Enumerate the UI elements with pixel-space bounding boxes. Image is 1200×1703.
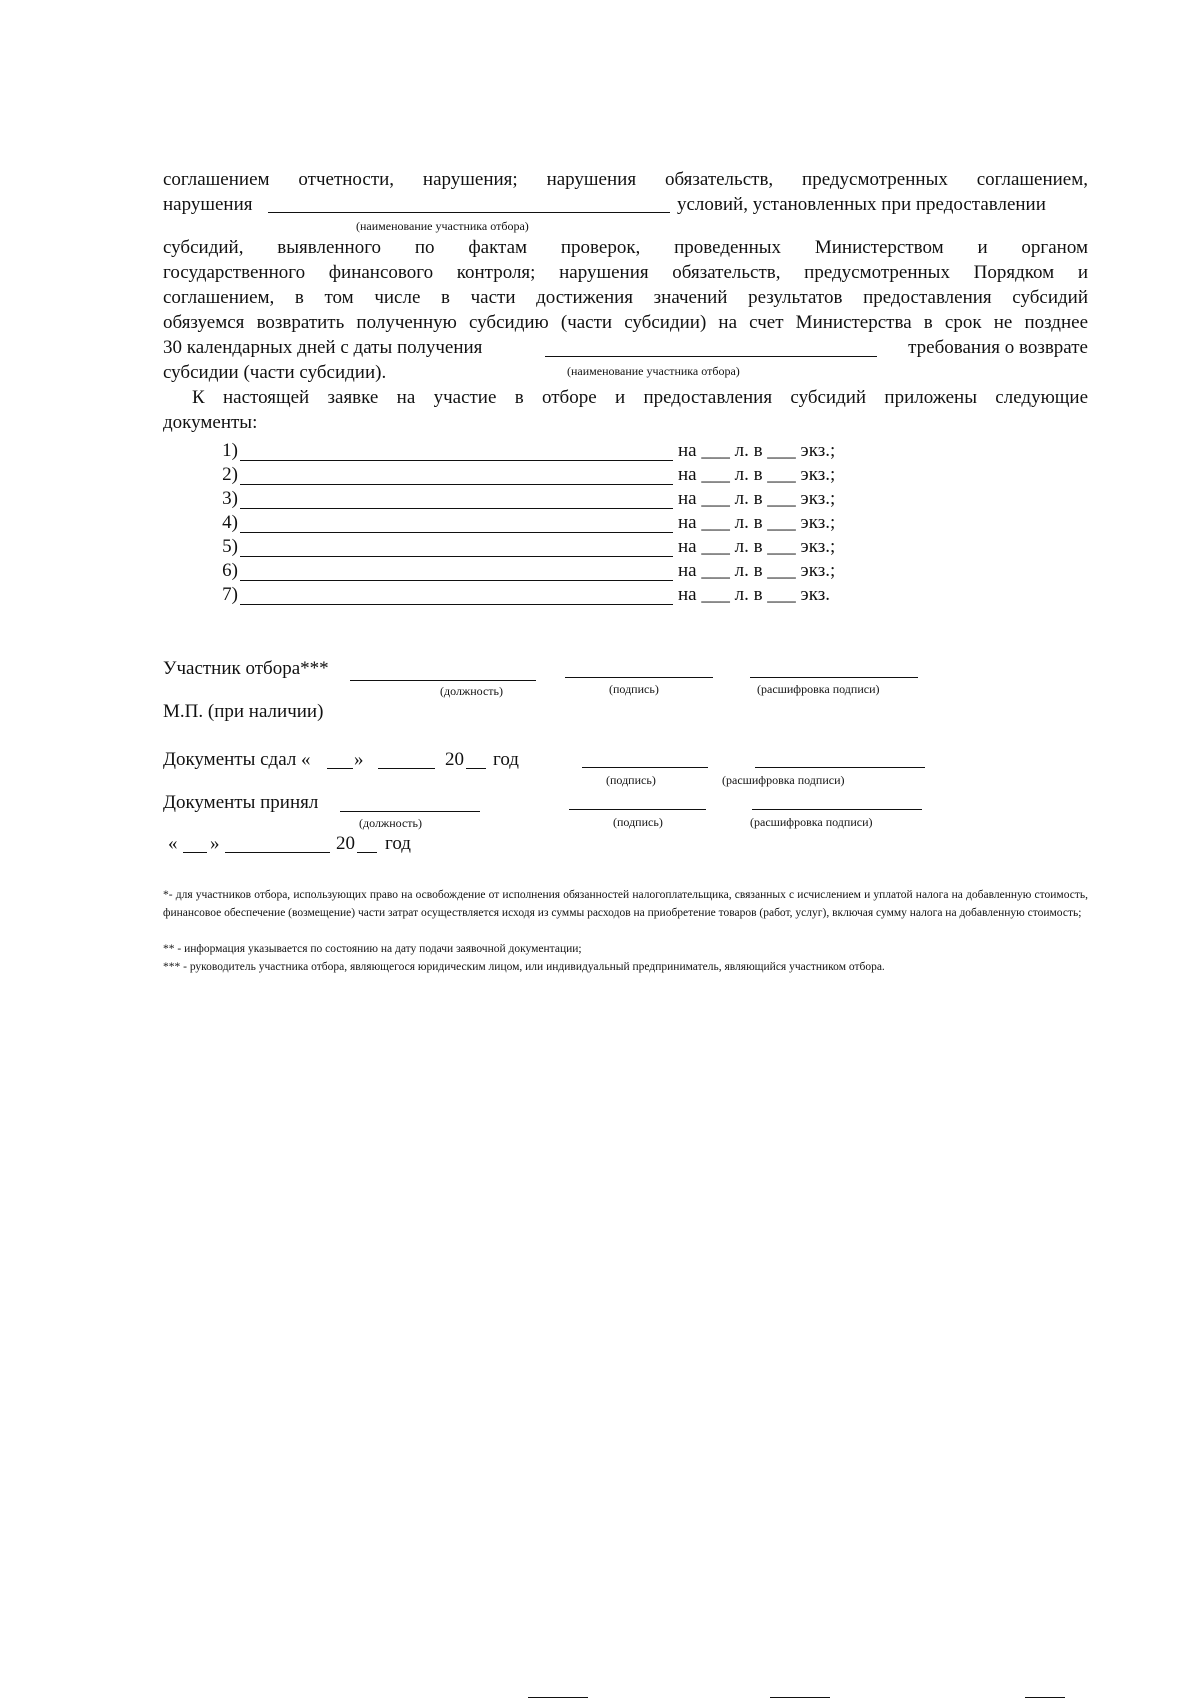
year-field-line[interactable] xyxy=(357,852,377,853)
paragraph-line: государственного финансового контроля; нарушения обязательств, предусмотренных Порядком и xyxy=(163,262,1088,283)
item-sheets-copies: на ___ л. в ___ экз.; xyxy=(678,440,836,461)
decode-caption: (расшифровка подписи) xyxy=(722,773,845,787)
scan-edge-mark xyxy=(528,1697,588,1698)
participant-label: Участник отбора*** xyxy=(163,658,329,679)
accepted-label: Документы принял xyxy=(163,792,319,813)
blank-field-line[interactable] xyxy=(240,604,673,605)
text-fragment: условий, установленных при предоставлении xyxy=(677,194,1046,215)
scan-edge-mark xyxy=(770,1697,830,1698)
decode-caption: (расшифровка подписи) xyxy=(757,682,880,696)
position-caption: (должность) xyxy=(359,816,422,830)
position-field-line[interactable] xyxy=(340,811,480,812)
item-sheets-copies: на ___ л. в ___ экз.; xyxy=(678,464,836,485)
position-caption: (должность) xyxy=(440,684,503,698)
day-field-line[interactable] xyxy=(327,768,353,769)
paragraph-line: соглашением отчетности, нарушения; нарушения обязательств, предусмотренных соглашением, xyxy=(163,169,1088,190)
footnote-1: *- для участников отбора, использующих право на освобождение от исполнения обязанностей налогоплательщика, связанных с исчислением и уплатой налога на добавленную стоимость, финансовое обеспечение (возмещение) части затрат осуществляется исходя из суммы расходов на приобретение товаров (работ, услуг), включая сумму налога на добавленную стоимость; xyxy=(163,889,1088,919)
item-number: 6) xyxy=(222,560,238,581)
paragraph-line: К настоящей заявке на участие в отборе и предоставления субсидий приложены следующие xyxy=(192,387,1088,408)
day-field-line[interactable] xyxy=(183,852,207,853)
blank-field-line[interactable] xyxy=(240,460,673,461)
decode-field-line[interactable] xyxy=(750,677,918,678)
blank-field-line[interactable] xyxy=(240,508,673,509)
blank-field-line[interactable] xyxy=(240,484,673,485)
item-number: 4) xyxy=(222,512,238,533)
stamp-label: М.П. (при наличии) xyxy=(163,701,324,722)
quote-close: » xyxy=(210,833,220,854)
item-number: 7) xyxy=(222,584,238,605)
blank-field-line[interactable] xyxy=(240,556,673,557)
position-field-line[interactable] xyxy=(350,680,536,681)
paragraph-line: документы: xyxy=(163,412,258,433)
year-prefix: 20 xyxy=(336,833,355,854)
item-number: 3) xyxy=(222,488,238,509)
footnote-3: *** - руководитель участника отбора, являющегося юридическим лицом, или индивидуальный предприниматель, являющийся участником отбора. xyxy=(163,961,885,973)
year-word: год xyxy=(493,749,519,770)
paragraph-line: обязуемся возвратить полученную субсидию (части субсидии) на счет Министерства в срок не позднее xyxy=(163,312,1088,333)
decode-caption: (расшифровка подписи) xyxy=(750,815,873,829)
field-caption: (наименование участника отбора) xyxy=(356,219,529,233)
item-number: 1) xyxy=(222,440,238,461)
item-sheets-copies: на ___ л. в ___ экз. xyxy=(678,584,830,605)
footnote-2: ** - информация указывается по состоянию на дату подачи заявочной документации; xyxy=(163,943,582,955)
signature-caption: (подпись) xyxy=(606,773,656,787)
text-fragment: 30 календарных дней с даты получения xyxy=(163,337,483,358)
item-sheets-copies: на ___ л. в ___ экз.; xyxy=(678,512,836,533)
paragraph-line: субсидий, выявленного по фактам проверок, проведенных Министерством и органом xyxy=(163,237,1088,258)
blank-field-line[interactable] xyxy=(240,532,673,533)
blank-field-line[interactable] xyxy=(545,356,877,357)
item-number: 2) xyxy=(222,464,238,485)
signature-field-line[interactable] xyxy=(569,809,706,810)
scan-edge-mark xyxy=(1025,1697,1065,1698)
month-field-line[interactable] xyxy=(378,768,435,769)
signature-field-line[interactable] xyxy=(582,767,708,768)
blank-field-line[interactable] xyxy=(240,580,673,581)
text-fragment: нарушения xyxy=(163,194,253,215)
quote-close: » xyxy=(354,749,364,770)
blank-field-line[interactable] xyxy=(268,212,670,213)
item-sheets-copies: на ___ л. в ___ экз.; xyxy=(678,536,836,557)
paragraph-line: субсидии (части субсидии). xyxy=(163,362,387,383)
signature-caption: (подпись) xyxy=(613,815,663,829)
decode-field-line[interactable] xyxy=(752,809,922,810)
item-sheets-copies: на ___ л. в ___ экз.; xyxy=(678,488,836,509)
text-fragment: требования о возврате xyxy=(908,337,1088,358)
field-caption: (наименование участника отбора) xyxy=(567,364,740,378)
decode-field-line[interactable] xyxy=(755,767,925,768)
month-field-line[interactable] xyxy=(225,852,330,853)
year-prefix: 20 xyxy=(445,749,464,770)
year-word: год xyxy=(385,833,411,854)
signature-field-line[interactable] xyxy=(565,677,713,678)
quote-open: « xyxy=(168,833,178,854)
paragraph-line: соглашением, в том числе в части достижения значений результатов предоставления субсидий xyxy=(163,287,1088,308)
submitted-label: Документы сдал « xyxy=(163,749,311,770)
year-field-line[interactable] xyxy=(466,768,486,769)
item-number: 5) xyxy=(222,536,238,557)
signature-caption: (подпись) xyxy=(609,682,659,696)
item-sheets-copies: на ___ л. в ___ экз.; xyxy=(678,560,836,581)
